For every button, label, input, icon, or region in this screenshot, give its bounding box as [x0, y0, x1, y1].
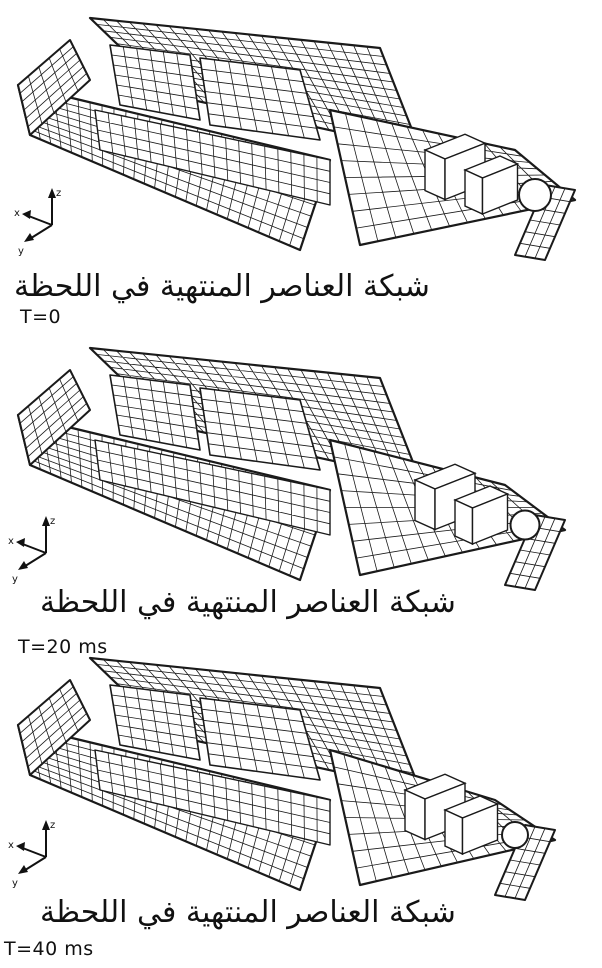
axis-triad	[14, 188, 61, 257]
time-label: T=0	[20, 306, 62, 328]
axis-z-label: z	[50, 820, 56, 831]
panel-t40	[0, 640, 602, 968]
panel-t20	[0, 330, 602, 660]
axis-triad	[8, 820, 55, 889]
axis-y-label: y	[12, 878, 18, 889]
caption-title: شبكة العناصر المنتهية في اللحظة	[40, 895, 456, 930]
axis-y-label: y	[18, 246, 24, 257]
rear-window-mesh	[110, 375, 200, 450]
axis-triad	[8, 516, 55, 585]
axis-x-label: x	[8, 840, 14, 851]
strut-tower	[519, 179, 551, 211]
panel-t0	[0, 0, 602, 330]
rear-window-mesh	[110, 45, 200, 120]
caption-title: شبكة العناصر المنتهية في اللحظة	[40, 585, 456, 620]
axis-x-label: x	[14, 208, 20, 219]
axis-y-label: y	[12, 574, 18, 585]
rear-window-mesh	[110, 685, 200, 760]
time-label: T=40 ms	[4, 938, 94, 960]
strut-tower	[502, 822, 528, 848]
caption-title: شبكة العناصر المنتهية في اللحظة	[14, 269, 430, 304]
axis-z-label: z	[56, 188, 62, 199]
axis-x-label: x	[8, 536, 14, 547]
time-label: T=20 ms	[18, 636, 108, 658]
strut-tower	[511, 511, 540, 540]
axis-z-label: z	[50, 516, 56, 527]
